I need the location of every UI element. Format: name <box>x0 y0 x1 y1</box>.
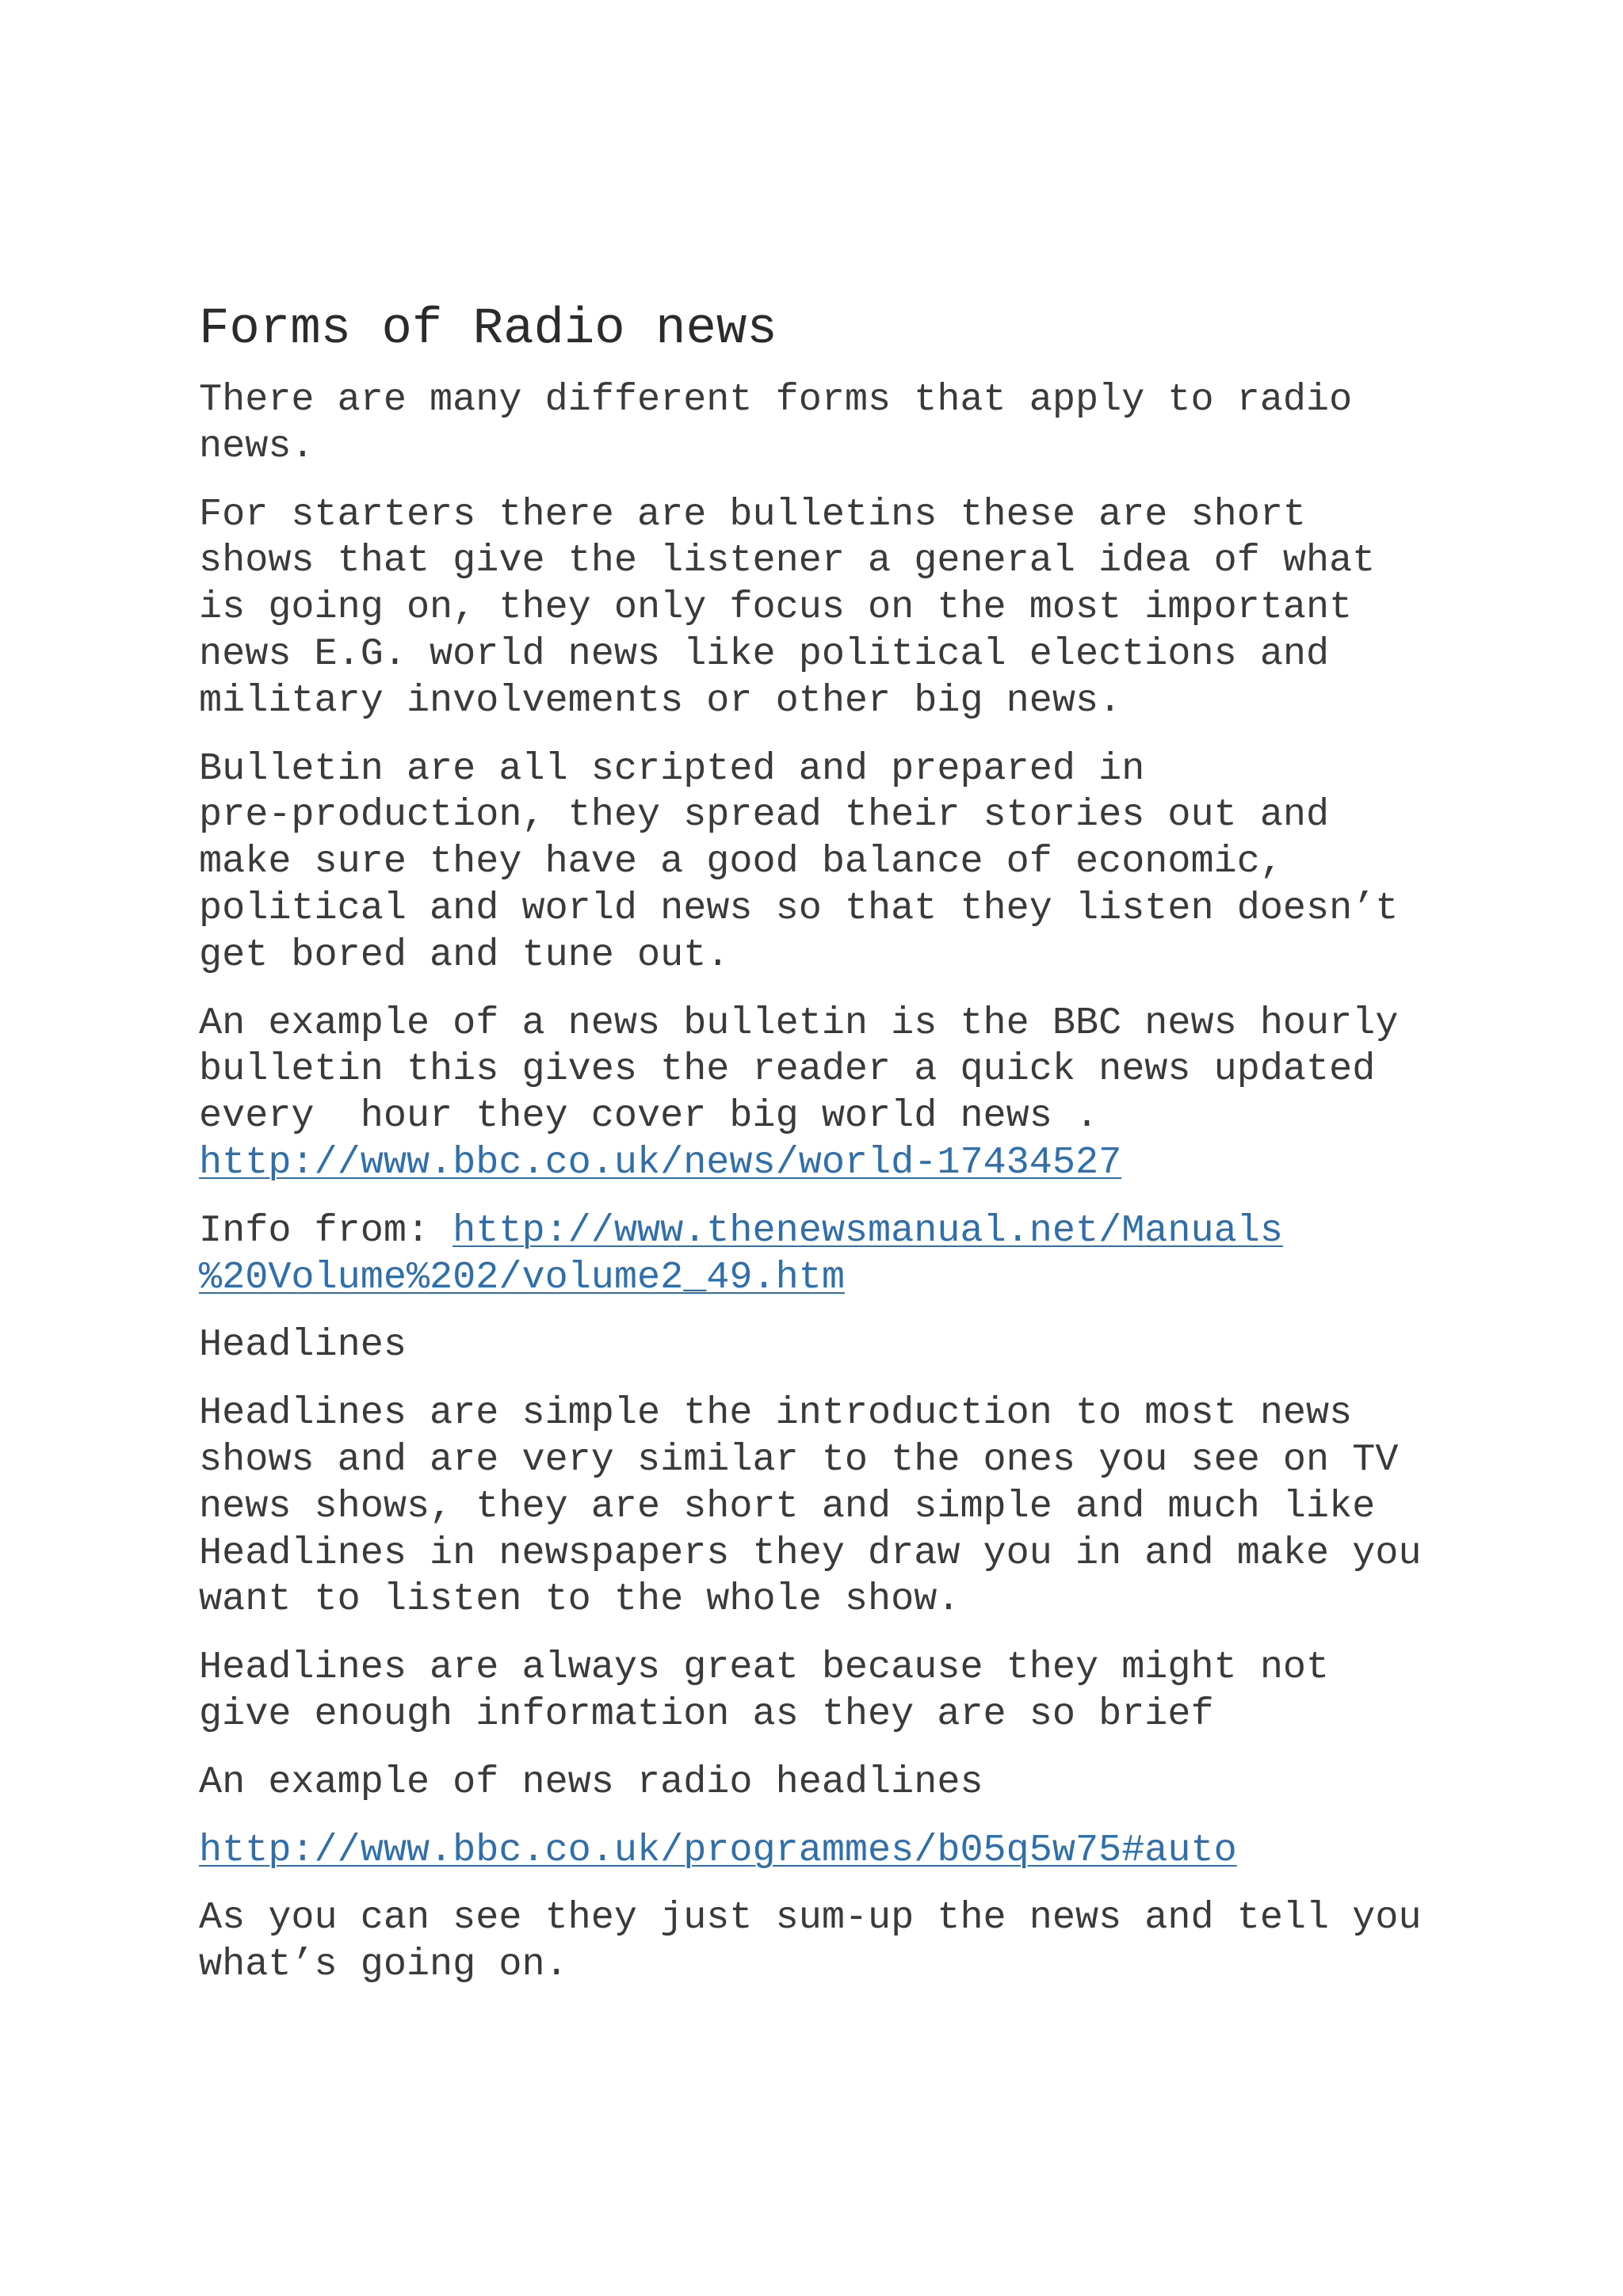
line: Headlines are simple the introduction to most news <box>199 1391 1353 1436</box>
document-body <box>199 299 1499 2010</box>
intro-paragraph <box>199 377 1499 471</box>
page-title: Forms of Radio news <box>199 301 777 358</box>
closing-paragraph <box>199 1895 1499 1989</box>
line: As you can see they just sum-up the news and tell you <box>199 1896 1422 1940</box>
line: shows that give the listener a general idea of what <box>199 539 1376 583</box>
line: military involvements or other big news. <box>199 678 1122 723</box>
line: Headlines are always great because they might not <box>199 1646 1330 1690</box>
headlines-example-paragraph: An example of news radio headlines <box>199 1760 983 1804</box>
line: For starters there are bulletins these are short <box>199 492 1307 536</box>
line: get bored and tune out. <box>199 933 730 977</box>
line: news shows, they are short and simple and much like <box>199 1484 1376 1528</box>
line: make sure they have a good balance of economic, <box>199 840 1283 884</box>
line: every hour they cover big world news . <box>199 1094 1099 1138</box>
headlines-paragraph <box>199 1390 1499 1623</box>
bbc-world-news-link[interactable]: http://www.bbc.co.uk/news/world-17434527 <box>199 1140 1122 1184</box>
line: An example of a news bulletin is the BBC news hourly <box>199 1001 1399 1045</box>
line: what’s going on. <box>199 1943 568 1987</box>
line: There are many different forms that apply to radio <box>199 378 1353 421</box>
headlines-heading: Headlines <box>199 1323 407 1367</box>
newsmanual-link-part2[interactable]: %20Volume%202/volume2_49.htm <box>199 1255 845 1299</box>
bulletins-paragraph <box>199 492 1499 725</box>
newsmanual-link-part1[interactable]: http://www.thenewsmanual.net/Manuals <box>453 1208 1283 1253</box>
line: Bulletin are all scripted and prepared in <box>199 746 1145 791</box>
line: give enough information as they are so brief <box>199 1691 1214 1736</box>
line: is going on, they only focus on the most important <box>199 585 1353 630</box>
line: political and world news so that they listen doesn’t <box>199 886 1399 930</box>
line: bulletin this gives the reader a quick news updated <box>199 1047 1376 1092</box>
source-label: Info from: <box>199 1208 453 1253</box>
line: want to listen to the whole show. <box>199 1577 960 1622</box>
headlines-brief-paragraph <box>199 1645 1499 1738</box>
line: news E.G. world news like political elections and <box>199 631 1330 676</box>
line: Headlines in newspapers they draw you in and make you <box>199 1531 1422 1575</box>
bulletin-scripted-paragraph <box>199 746 1499 979</box>
line: news. <box>199 424 315 468</box>
line: pre-production, they spread their stories out and <box>199 793 1330 837</box>
source-paragraph <box>199 1208 1499 1302</box>
bulletin-example-paragraph <box>199 1001 1499 1187</box>
line: shows and are very similar to the ones you see on TV <box>199 1437 1399 1482</box>
link-paragraph <box>199 1828 1499 1875</box>
bbc-programmes-link[interactable]: http://www.bbc.co.uk/programmes/b05q5w75#auto <box>199 1828 1237 1872</box>
